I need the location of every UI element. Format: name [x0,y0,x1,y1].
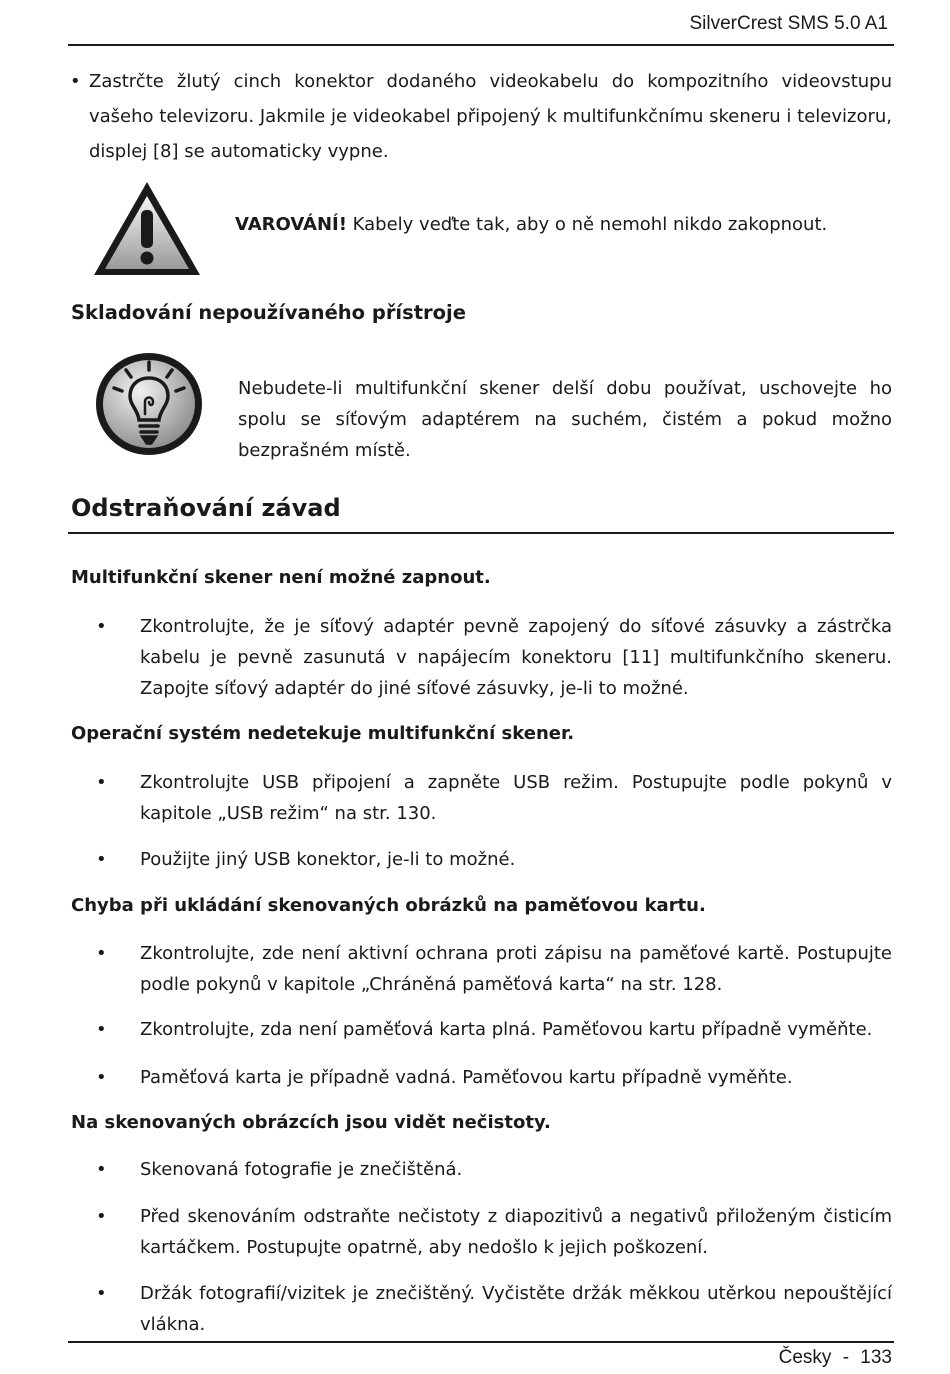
page-number: 133 [860,1347,892,1368]
warning-label: VAROVÁNÍ! [235,214,347,235]
list-item [96,1014,892,1045]
bullet-dot: • [96,943,107,964]
bullet-dot: • [96,616,107,637]
section-rule [68,532,894,534]
warning-text [235,214,827,235]
section-title: Chyba při ukládání skenovaných obrázků na paměťovou kartu. [71,895,706,916]
list-item-text: Zkontrolujte, zde není aktivní ochrana proti zápisu na paměťové kartě. Postupujte podle pokynů v kapitole „Chráněná paměťová karta“ na str. 128. [140,943,892,995]
list-item-text: Zkontrolujte USB připojení a zapněte USB režim. Postupujte podle pokynů v kapitole „USB režim“ na str. 130. [140,772,892,824]
list-item [96,767,892,829]
bullet-dot: • [96,1019,107,1040]
warning-triangle-icon [92,180,202,278]
storage-text: Nebudete-li multifunkční skener delší dobu používat, uschovejte ho spolu se síťovým adaptérem na suchém, čistém a pokud možno bezprašném místě. [238,378,892,461]
header-rule [68,44,894,46]
page-footer [779,1347,892,1369]
list-item-text: Použijte jiný USB konektor, je-li to možné. [140,849,516,870]
list-item [96,1154,892,1185]
intro-bullet-text: Zastrčte žlutý cinch konektor dodaného videokabelu do kompozitního videovstupu vašeho televizoru. Jakmile je videokabel připojený k multifunkčnímu skeneru i televizoru, displej [8] se automaticky vypne. [89,71,892,162]
bullet-dot: • [96,772,107,793]
section-title: Na skenovaných obrázcích jsou vidět nečistoty. [71,1112,551,1133]
section-title: Operační systém nedetekuje multifunkční skener. [71,723,575,744]
running-header: SilverCrest SMS 5.0 A1 [689,13,888,34]
list-item-text: Před skenováním odstraňte nečistoty z diapozitivů a negativů přiloženým čisticím kartáčkem. Postupujte opatrně, aby nedošlo k jejich poškození. [140,1206,892,1258]
list-item [96,1278,892,1340]
footer-rule [68,1341,894,1343]
bullet-dot: • [96,1283,107,1304]
list-item-text: Skenovaná fotografie je znečištěná. [140,1159,463,1180]
list-item [96,844,892,875]
list-item [96,611,892,704]
section-title: Multifunkční skener není možné zapnout. [71,567,491,588]
storage-heading: Skladování nepoužívaného přístroje [71,301,466,324]
list-item-text: Paměťová karta je případně vadná. Paměťovou kartu případně vyměňte. [140,1067,793,1088]
list-item [96,1062,892,1093]
lightbulb-icon [93,350,205,458]
bullet-dot: • [96,1067,107,1088]
bullet-dot: • [70,71,81,92]
list-item-text: Zkontrolujte, zda není paměťová karta plná. Paměťovou kartu případně vyměňte. [140,1019,873,1040]
footer-separator: - [842,1347,850,1368]
bullet-dot: • [96,1159,107,1180]
list-item-text: Zkontrolujte, že je síťový adaptér pevně zapojený do síťové zásuvky a zástrčka kabelu je pevně zasunutá v napájecím konektoru [11] multifunkčního skeneru. Zapojte síťový adaptér do jiné síťové zásuvky, je-li to možné. [140,616,892,699]
bullet-dot: • [96,849,107,870]
warning-message: Kabely veďte tak, aby o ně nemohl nikdo zakopnout. [346,214,828,235]
list-item-text: Držák fotografií/vizitek je znečištěný. Vyčistěte držák měkkou utěrkou nepouštějící vlákna. [140,1283,892,1335]
list-item [96,938,892,1000]
troubleshooting-heading: Odstraňování závad [71,494,341,522]
footer-language: Česky [778,1347,832,1368]
bullet-dot: • [96,1206,107,1227]
intro-bullet [70,64,892,169]
list-item [96,1201,892,1263]
